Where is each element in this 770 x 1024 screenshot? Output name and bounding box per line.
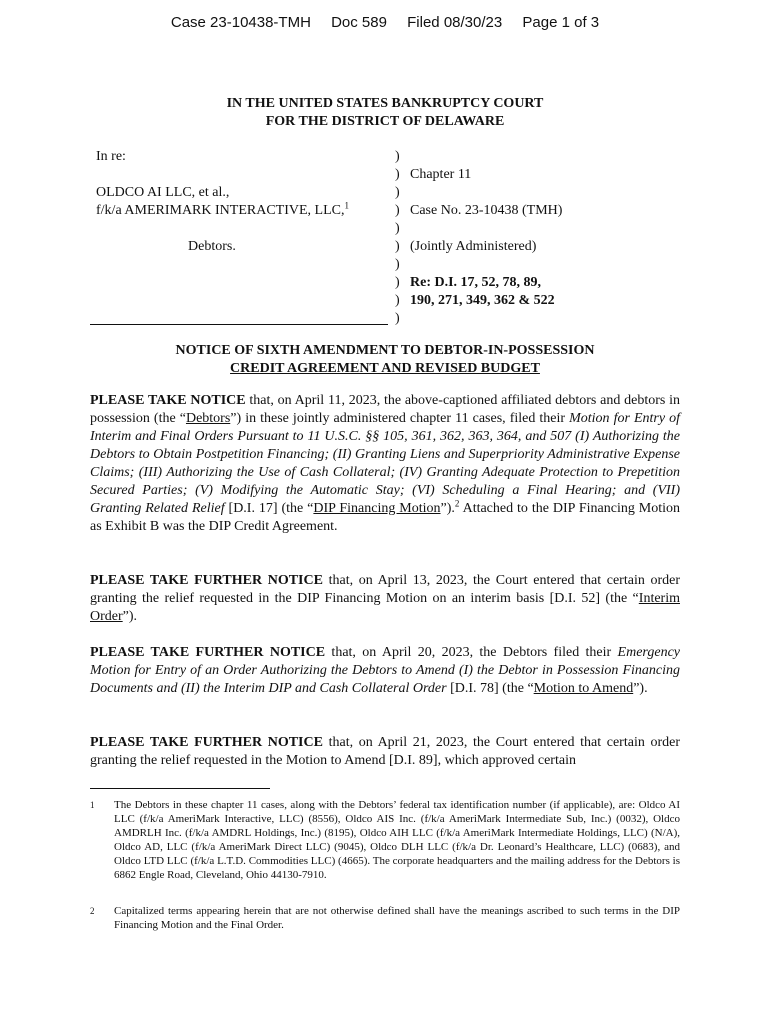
text: that, on April 11, 2023, the above-captioned affiliated debtors and debtors in possession (the “ <box>90 393 680 426</box>
paren: ) <box>395 203 400 218</box>
footnote-ref-2: 2 <box>454 498 460 509</box>
debtor-name <box>96 184 396 202</box>
court-district: FOR THE DISTRICT OF DELAWARE <box>265 114 505 129</box>
page-header <box>0 14 770 31</box>
paren: ) <box>395 149 400 164</box>
paren: ) <box>395 221 400 236</box>
page-number-header: Page 1 of 3 <box>522 14 600 31</box>
footnote-1 <box>90 798 680 882</box>
notice-lead: PLEASE TAKE FURTHER NOTICE <box>90 645 326 660</box>
text: [D.I. 78] (the “ <box>446 681 534 696</box>
defined-term-interim-order: Interim Order <box>90 591 680 624</box>
paragraph-4 <box>90 734 680 770</box>
caption-right <box>410 148 562 310</box>
court-heading <box>0 95 770 131</box>
case-number-header: Case 23-10438-TMH <box>170 14 311 31</box>
text: [D.I. 17] (the “ <box>224 501 314 516</box>
document-title <box>0 342 770 378</box>
notice-lead: PLEASE TAKE FURTHER NOTICE <box>90 573 323 588</box>
text: ”). <box>122 609 138 624</box>
court-name: IN THE UNITED STATES BANKRUPTCY COURT <box>226 96 544 111</box>
text: ”). <box>633 681 648 696</box>
paragraph-2 <box>90 572 680 626</box>
text: ”). <box>440 501 455 516</box>
footnote-text: Capitalized terms appearing herein that are not otherwise defined shall have the meanings ascribed to such terms in the DIP Financing Motion and the Final Order. <box>114 905 680 931</box>
caption-rule <box>90 324 388 325</box>
paren: ) <box>395 275 400 290</box>
debtor-fka <box>96 202 396 220</box>
paren: ) <box>395 311 400 326</box>
paren: ) <box>395 257 400 272</box>
paren: ) <box>395 167 400 182</box>
text: that, on April 20, 2023, the Debtors filed their <box>325 645 618 660</box>
defined-term-debtors: Debtors <box>185 411 231 426</box>
defined-term-dip-motion: DIP Financing Motion <box>313 501 441 516</box>
debtor-fka-text: f/k/a AMERIMARK INTERACTIVE, LLC, <box>96 203 345 218</box>
motion-title: Motion for Entry of Interim and Final Orders Pursuant to 11 U.S.C. §§ 105, 361, 362, 363, 364, and 507 (I) Authorizing the Debtors to Obtain Postpetition Financing; (II) Granting Liens and Superpriority Administrative Expense Claims; (III) Authorizing the Use of Cash Collateral; (IV) Granting Adequate Protection to Prepetition Secured Parties; (V) Modifying the Automatic Stay; (VI) Scheduling a Final Hearing; and (VII) Granting Related Relief <box>90 411 680 516</box>
docket-refs-line1: Re: D.I. 17, 52, 78, 89, <box>410 275 542 290</box>
chapter-label: Chapter 11 <box>410 167 472 182</box>
docket-refs-line2: 190, 271, 349, 362 & 522 <box>410 293 555 308</box>
footnote-ref-1: 1 <box>344 200 349 211</box>
title-line1: NOTICE OF SIXTH AMENDMENT TO DEBTOR-IN-POSSESSION <box>175 343 595 358</box>
notice-lead: PLEASE TAKE NOTICE <box>90 393 246 408</box>
paren: ) <box>395 239 400 254</box>
paren: ) <box>395 185 400 200</box>
paren: ) <box>395 293 400 308</box>
paragraph-1 <box>90 392 680 536</box>
caption-parens <box>395 148 400 328</box>
footnote-number: 1 <box>90 800 95 810</box>
title-line2: CREDIT AGREEMENT AND REVISED BUDGET <box>230 361 540 376</box>
case-number: Case No. 23-10438 (TMH) <box>410 203 563 218</box>
debtor-name-text: OLDCO AI LLC, et al., <box>96 185 230 200</box>
filed-date-header: Filed 08/30/23 <box>407 14 503 31</box>
in-re-label: In re: <box>96 149 126 164</box>
text: that, on April 13, 2023, the Court entered that certain order granting the relief requested in the DIP Financing Motion on an interim basis [D.I. 52] (the “ <box>90 573 680 606</box>
caption-left <box>96 148 396 256</box>
notice-lead: PLEASE TAKE FURTHER NOTICE <box>90 735 323 750</box>
motion-title: Emergency Motion for Entry of an Order Authorizing the Debtors to Amend (I) the Debtor in Possession Financing Documents and (II) the Interim DIP and Cash Collateral Order <box>90 645 680 696</box>
text: Attached to the DIP Financing Motion as Exhibit B was the DIP Credit Agreement. <box>90 501 681 534</box>
text: ”) in these jointly administered chapter 11 cases, filed their <box>230 411 570 426</box>
footnote-text: The Debtors in these chapter 11 cases, along with the Debtors’ federal tax identification number (if applicable), are: Oldco AI LLC (f/k/a AmeriMark Interactive, LLC) (8556), Oldco AIS Inc. (f/k/a AmeriMark Intermediate Sub, Inc.) (0032), Oldco AMDRLH Inc. (f/k/a AMDRL Holdings, Inc.) (8195), Oldco AIH LLC (f/k/a AmeriMark Intermediate Holdings, LLC) (N/A), Oldco AD, LLC (f/k/a AmeriMark Direct LLC) (9045), Oldco DLH LLC (f/k/a Dr. Leonard’s Healthcare, LLC) (0683), and Oldco LTD LLC (f/k/a L.T.D. Commodities LLC) (4665). The corporate headquarters and the mailing address for the Debtors is 6862 Engle Road, Cleveland, Ohio 44130-7910. <box>114 799 680 881</box>
doc-number-header: Doc 589 <box>331 14 387 31</box>
text: that, on April 21, 2023, the Court entered that certain order granting the relief requested in the Motion to Amend [D.I. 89], which approved certain <box>90 735 680 768</box>
debtors-label: Debtors. <box>188 239 236 254</box>
footnote-rule <box>90 788 270 789</box>
jointly-administered: (Jointly Administered) <box>410 239 537 254</box>
footnote-2 <box>90 904 680 932</box>
defined-term-motion-to-amend: Motion to Amend <box>533 681 634 696</box>
footnote-number: 2 <box>90 906 95 916</box>
paragraph-3 <box>90 644 680 698</box>
